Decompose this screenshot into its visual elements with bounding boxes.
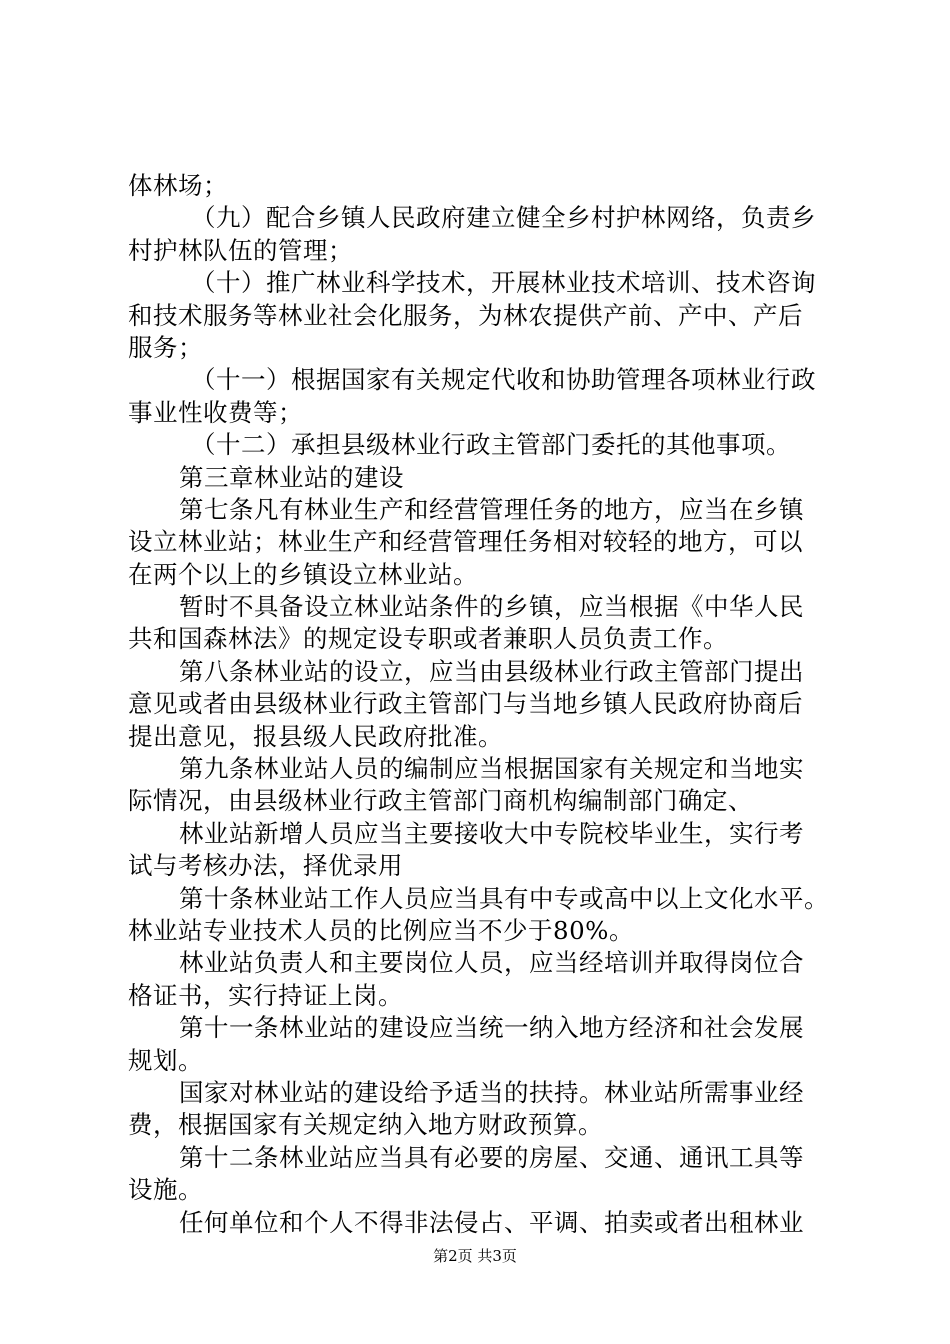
text-line: 林业站负责人和主要岗位人员，应当经培训并取得岗位合 bbox=[179, 948, 804, 978]
document-body bbox=[128, 170, 834, 1239]
text-line: 任何单位和个人不得非法侵占、平调、拍卖或者出租林业 bbox=[179, 1207, 804, 1237]
text-line: （九）配合乡镇人民政府建立健全乡村护林网络，负责乡 bbox=[191, 203, 816, 233]
text-line: 第十条林业站工作人员应当具有中专或高中以上文化水平。 bbox=[179, 883, 829, 913]
text-line: 意见或者由县级林业行政主管部门与当地乡镇人民政府协商后 bbox=[128, 689, 803, 719]
text-line: 林业站新增人员应当主要接收大中专院校毕业生，实行考 bbox=[179, 818, 804, 848]
text-line: （十二）承担县级林业行政主管部门委托的其他事项。 bbox=[191, 430, 791, 460]
text-line: 第十二条林业站应当具有必要的房屋、交通、通讯工具等 bbox=[179, 1142, 804, 1172]
text-line: 村护林队伍的管理； bbox=[128, 235, 353, 265]
text-line: 第八条林业站的设立，应当由县级林业行政主管部门提出 bbox=[179, 656, 804, 686]
text-line: （十一）根据国家有关规定代收和协助管理各项林业行政 bbox=[191, 365, 816, 395]
text-line: 体林场； bbox=[128, 171, 228, 200]
text-line: 和技术服务等林业社会化服务，为林农提供产前、产中、产后 bbox=[128, 300, 803, 330]
text-line: 试与考核办法，择优录用 bbox=[128, 851, 403, 881]
text-line: 格证书，实行持证上岗。 bbox=[128, 980, 403, 1010]
text-line: 费，根据国家有关规定纳入地方财政预算。 bbox=[128, 1110, 603, 1140]
text-line: 暂时不具备设立林业站条件的乡镇，应当根据《中华人民 bbox=[179, 592, 804, 622]
text-line: 服务； bbox=[128, 332, 203, 362]
page-number-footer: 第2页 共3页 bbox=[433, 1247, 517, 1265]
chapter-heading: 第三章林业站的建设 bbox=[179, 462, 404, 492]
text-line: 第七条凡有林业生产和经营管理任务的地方，应当在乡镇 bbox=[179, 494, 804, 524]
text-line: 在两个以上的乡镇设立林业站。 bbox=[128, 559, 478, 589]
text-line: 第九条林业站人员的编制应当根据国家有关规定和当地实 bbox=[179, 754, 804, 784]
text-line: 第十一条林业站的建设应当统一纳入地方经济和社会发展 bbox=[179, 1013, 804, 1043]
text-line: 提出意见，报县级人民政府批准。 bbox=[128, 721, 503, 751]
text-line: 规划。 bbox=[128, 1045, 203, 1075]
text-line: 共和国森林法》的规定设专职或者兼职人员负责工作。 bbox=[128, 624, 728, 654]
text-line: 国家对林业站的建设给予适当的扶持。林业站所需事业经 bbox=[179, 1077, 804, 1107]
text-line: 事业性收费等； bbox=[128, 397, 303, 427]
text-line: 设立林业站；林业生产和经营管理任务相对较轻的地方，可以 bbox=[128, 527, 803, 557]
text-line: （十）推广林业科学技术，开展林业技术培训、技术咨询 bbox=[191, 268, 816, 298]
text-line: 设施。 bbox=[128, 1175, 203, 1205]
text-line: 林业站专业技术人员的比例应当不少于80%。 bbox=[128, 915, 634, 945]
text-line: 际情况，由县级林业行政主管部门商机构编制部门确定、 bbox=[128, 786, 753, 816]
